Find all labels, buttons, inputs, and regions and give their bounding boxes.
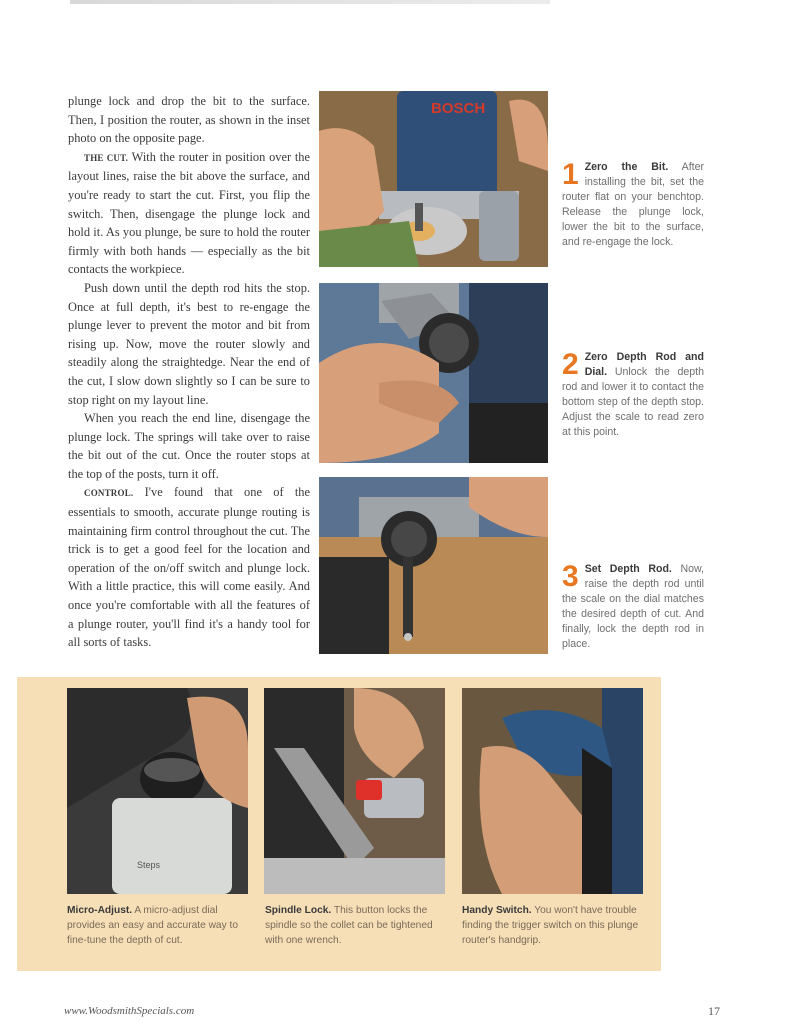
step-text: Unlock the depth rod and lower it to contact the bottom step of the depth stop. Adjust the scale to read zero at this point.	[562, 366, 704, 438]
router-photo	[319, 91, 548, 267]
step-2-caption	[562, 350, 704, 440]
step-text: Now, raise the depth rod until the scale on the dial matches the desired depth of cut. And finally, lock the depth rod in place.	[562, 563, 704, 650]
caption-title: Handy Switch.	[462, 905, 532, 916]
step-number: 1	[562, 158, 579, 191]
micro-adjust-photo	[67, 688, 248, 894]
spindle-lock-photo	[264, 688, 445, 894]
paragraph-the-cut	[68, 148, 310, 279]
step-title: Zero Depth Rod and Dial.	[584, 351, 704, 378]
caption-title: Spindle Lock.	[265, 905, 332, 916]
lead-control: CONTROL.	[84, 488, 134, 499]
handgrip-photo	[462, 688, 643, 894]
spindle-lock-caption	[265, 903, 449, 949]
paragraph-control-text: I've found that one of the essentials to smooth, accurate plunge routing is maintaining firm control throughout the cut. The trick is to get a good feel for the location and operation of the on/off switch and plunge lock. With a little practice, this will come easily. And once you're comfortable with all the features of a plunge router, you'll find it's a handy tool for all sorts of tasks.	[68, 485, 310, 650]
bottle-label: Steps	[137, 860, 161, 870]
caption-text: A micro-adjust dial provides an easy and accurate way to fine-tune the depth of cut.	[67, 905, 239, 947]
paragraph-1: plunge lock and drop the bit to the surface. Then, I position the router, as shown in the inset photo on the opposite page.	[68, 94, 310, 146]
caption-title: Micro-Adjust.	[67, 905, 133, 916]
micro-adjust-caption	[67, 903, 251, 949]
article-body	[68, 92, 310, 652]
brand-label: BOSCH	[431, 100, 486, 117]
footer-url[interactable]: www.WoodsmithSpecials.com	[64, 1005, 195, 1017]
paragraph-the-cut-text: With the router in position over the layout lines, raise the bit above the surface, and you're ready to start the cut. First, you flip the switch. Then, disengage the plunge lock and hold it. As you plunge, be sure to hold the router firmly with both hands — especially as the bit contacts the workpiece.	[68, 149, 310, 277]
handy-switch-caption	[462, 903, 646, 949]
lead-the-cut: THE CUT.	[84, 152, 129, 163]
top-rule	[70, 0, 550, 4]
page-number: 17	[708, 1004, 720, 1018]
step-number: 3	[562, 560, 579, 593]
caption-text: You won't have trouble finding the trigger switch on this plunge router's handgrip.	[462, 905, 639, 947]
step-title: Zero the Bit.	[584, 161, 669, 173]
step-title: Set Depth Rod.	[584, 563, 672, 575]
caption-text: This button locks the spindle so the collet can be tightened with one wrench.	[265, 905, 433, 947]
step-1-caption	[562, 160, 704, 250]
step-text: After installing the bit, set the router flat on your benchtop. Release the plunge lock, lower the bit to the surface, and re-engage the lock.	[562, 161, 704, 248]
depth-dial-photo	[319, 283, 548, 463]
paragraph-4: When you reach the end line, disengage the plunge lock. The springs will take over to raise the bit out of the cut. Once the router stops at the top of the posts, turn it off.	[68, 411, 310, 481]
depth-rod-photo	[319, 477, 548, 654]
paragraph-3: Push down until the depth rod hits the stop. Once at full depth, it's best to re-engage the plunge lever to prevent the motor and bit from rising up. Now, move the router slowly and steadily along the straightedge. Near the end of the cut, I slow down slightly so I can be sure to stop right on my layout line.	[68, 280, 310, 407]
paragraph-control	[68, 483, 310, 651]
step-number: 2	[562, 348, 579, 381]
step-3-caption	[562, 562, 704, 652]
